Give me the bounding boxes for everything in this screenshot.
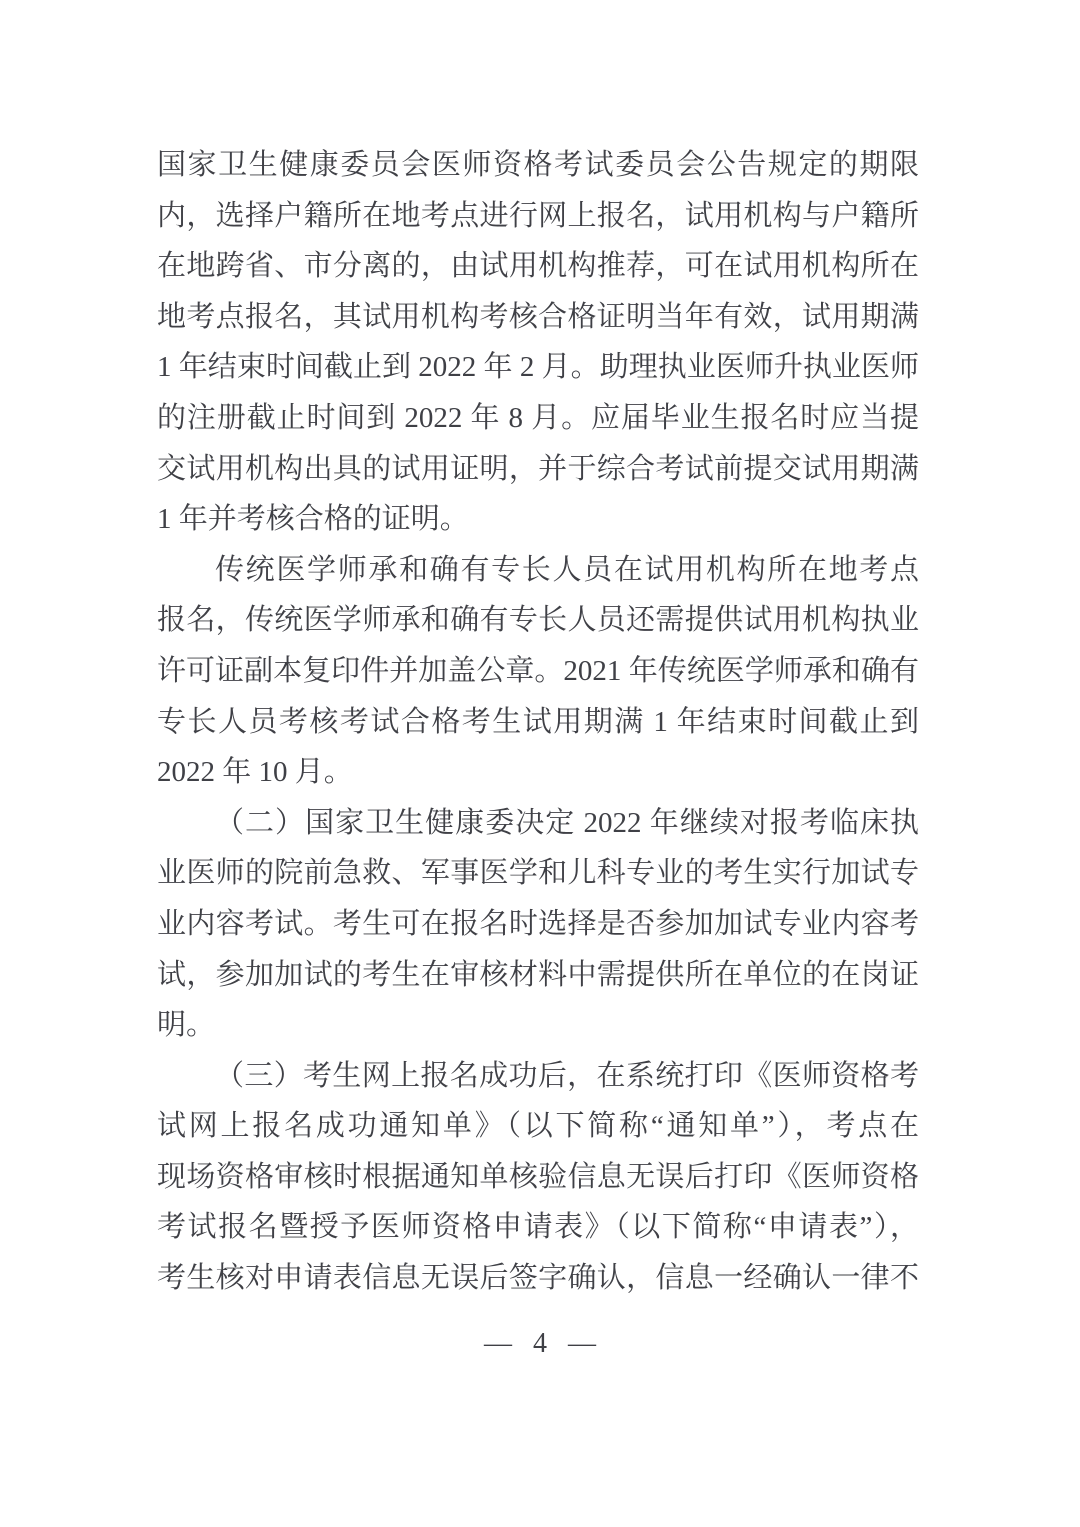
text-line: 现场资格审核时根据通知单核验信息无误后打印《医师资格: [157, 1160, 919, 1193]
text-line: 1 年结束时间截止到 2022 年 2 月。助理执业医师升执业医师: [157, 351, 919, 384]
page-number-footer: — 4 —: [484, 1328, 596, 1359]
text-line: 试网上报名成功通知单》（以下简称“通知单”），考点在: [157, 1110, 919, 1143]
paragraph-traditional-medicine: [157, 545, 919, 798]
text-line: 地考点报名，其试用机构考核合格证明当年有效，试用期满: [157, 300, 919, 333]
text-line: 国家卫生健康委员会医师资格考试委员会公告规定的期限: [157, 149, 919, 181]
text-line: 的注册截止时间到 2022 年 8 月。应届毕业生报名时应当提: [157, 401, 919, 434]
text-line: 考生核对申请表信息无误后签字确认，信息一经确认一律不: [157, 1262, 919, 1295]
text-line: 传统医学师承和确有专长人员在试用机构所在地考点: [215, 553, 919, 586]
document-body: [157, 140, 919, 1304]
paragraph-item-two-additional-test: [157, 798, 919, 1051]
text-line: 业内容考试。考生可在报名时选择是否参加加试专业内容考: [157, 907, 919, 940]
text-line: 许可证副本复印件并加盖公章。2021 年传统医学师承和确有: [157, 654, 919, 687]
text-line: （三）考生网上报名成功后，在系统打印《医师资格考: [215, 1059, 919, 1092]
text-line: 交试用机构出具的试用证明，并于综合考试前提交试用期满: [157, 452, 919, 485]
text-line: 专长人员考核考试合格考生试用期满 1 年结束时间截止到: [157, 705, 919, 738]
text-line: 内，选择户籍所在地考点进行网上报名，试用机构与户籍所: [157, 199, 919, 232]
text-line: 考试报名暨授予医师资格申请表》（以下简称“申请表”），: [157, 1211, 919, 1244]
text-line: 报名，传统医学师承和确有专长人员还需提供试用机构执业: [157, 604, 919, 637]
text-line: 明。: [157, 1009, 216, 1042]
text-line: 业医师的院前急救、军事医学和儿科专业的考生实行加试专: [157, 857, 919, 890]
paragraph-registration-deadlines: [157, 140, 919, 545]
text-line: 在地跨省、市分离的，由试用机构推荐，可在试用机构所在: [157, 250, 919, 283]
paragraph-item-three-print-notice: [157, 1051, 919, 1304]
text-line: 1 年并考核合格的证明。: [157, 503, 469, 536]
text-line: 试，参加加试的考生在审核材料中需提供所在单位的在岗证: [157, 958, 919, 991]
text-line: （二）国家卫生健康委决定 2022 年继续对报考临床执: [215, 806, 919, 839]
text-line: 2022 年 10 月。: [157, 756, 353, 789]
